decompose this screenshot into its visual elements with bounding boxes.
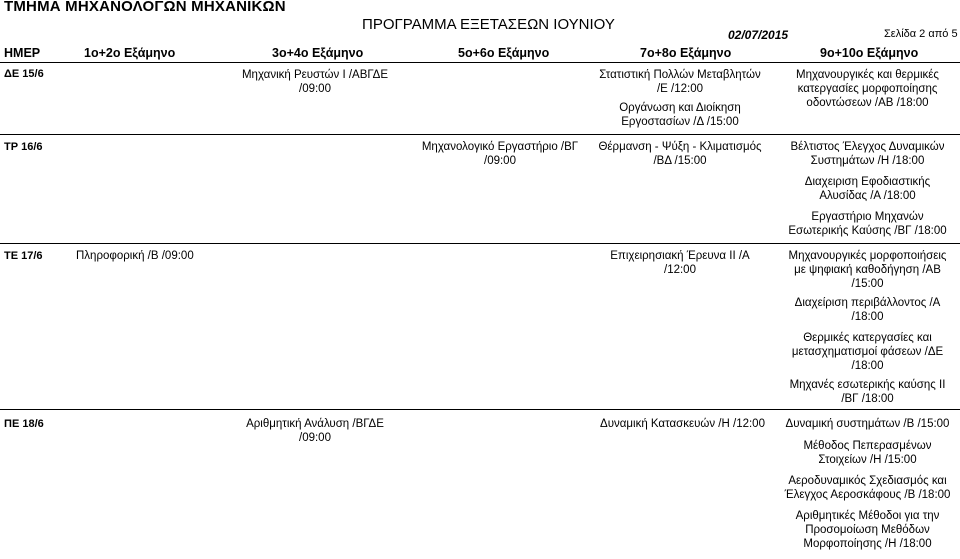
exam-entry: Μηχανική Ρευστών Ι /ΑΒΓΔΕ /09:00 xyxy=(241,69,389,95)
exam-entry: Εργαστήριο Μηχανών Εσωτερικής Καύσης /ΒΓ /18:00 xyxy=(788,211,947,237)
exam-entry: Διαχειριση Εφοδιαστικής Αλυσίδας /Α /18:00 xyxy=(804,176,931,202)
page-title: ΠΡΟΓΡΑΜΜΑ ΕΞΕΤΑΣΕΩΝ ΙΟΥΝΙΟΥ xyxy=(362,16,615,33)
row-divider xyxy=(0,409,960,410)
day-label: ΤΕ 17/6 xyxy=(4,250,43,262)
print-date: 02/07/2015 xyxy=(728,28,789,42)
exam-entry: Μηχανουργικές μορφοποιήσεις με ψηφιακή καθοδήγηση /ΑΒ /15:00 xyxy=(788,250,947,290)
exam-entry: Αεροδυναμικός Σχεδιασμός και Έλεγχος Αεροσκάφους /Β /18:00 xyxy=(784,475,951,501)
column-header-day: ΗΜΕΡ xyxy=(4,46,41,60)
exam-entry: Μέθοδος Πεπερασμένων Στοιχείων /Η /15:00 xyxy=(803,440,932,466)
header-divider xyxy=(0,62,960,63)
column-header-sem-1-2: 1ο+2ο Εξάμηνο xyxy=(84,46,176,60)
exam-entry: Μηχανές εσωτερικής καύσης ΙΙ /ΒΓ /18:00 xyxy=(789,379,946,405)
exam-entry: Οργάνωση και Διοίκηση Εργοστασίων /Δ /15:00 xyxy=(619,102,741,128)
exam-entry: Στατιστική Πολλών Μεταβλητών /Ε /12:00 xyxy=(599,69,761,95)
exam-entry: Επιχειρησιακή Έρευνα ΙΙ /Α /12:00 xyxy=(610,250,750,276)
exam-entry: Αριθμητικές Μέθοδοι για την Προσομοίωση Μεθόδων Μορφοποίησης /Η /18:00 xyxy=(795,510,940,550)
column-header-sem-7-8: 7ο+8ο Εξάμηνο xyxy=(640,46,732,60)
exam-entry: Βέλτιστος Έλεγχος Δυναμικών Συστημάτων /Η /18:00 xyxy=(790,141,945,167)
column-header-sem-9-10: 9ο+10ο Εξάμηνο xyxy=(820,46,919,60)
exam-entry: Δυναμική συστημάτων /Β /15:00 xyxy=(785,418,950,430)
page-number: Σελίδα 2 από 5 xyxy=(884,28,958,40)
exam-entry: Διαχείριση περιβάλλοντος /Α /18:00 xyxy=(794,297,941,323)
exam-entry: Δυναμική Κατασκευών /Η /12:00 xyxy=(600,418,765,430)
row-divider xyxy=(0,243,960,244)
day-label: ΠΕ 18/6 xyxy=(4,418,44,430)
exam-entry: Θέρμανση - Ψύξη - Κλιματισμός /ΒΔ /15:00 xyxy=(598,141,762,167)
column-header-sem-5-6: 5ο+6ο Εξάμηνο xyxy=(458,46,550,60)
row-divider xyxy=(0,134,960,135)
exam-entry: Αριθμητική Ανάλυση /ΒΓΔΕ /09:00 xyxy=(246,418,384,444)
exam-entry: Πληροφορική /Β /09:00 xyxy=(76,250,194,262)
exam-entry: Θερμικές κατεργασίες και μετασχηματισμοί φάσεων /ΔΕ /18:00 xyxy=(791,332,944,372)
exam-entry: Μηχανολογικό Εργαστήριο /ΒΓ /09:00 xyxy=(421,141,579,167)
column-header-sem-3-4: 3ο+4ο Εξάμηνο xyxy=(272,46,364,60)
exam-entry: Μηχανουργικές και θερμικές κατεργασίες μορφοποίησης οδοντώσεων /ΑΒ /18:00 xyxy=(796,69,939,109)
day-label: ΤΡ 16/6 xyxy=(4,141,43,153)
department-name: ΤΜΗΜΑ ΜΗΧΑΝΟΛΟΓΩΝ ΜΗΧΑΝΙΚΩΝ xyxy=(4,0,286,15)
day-label: ΔΕ 15/6 xyxy=(4,68,44,80)
